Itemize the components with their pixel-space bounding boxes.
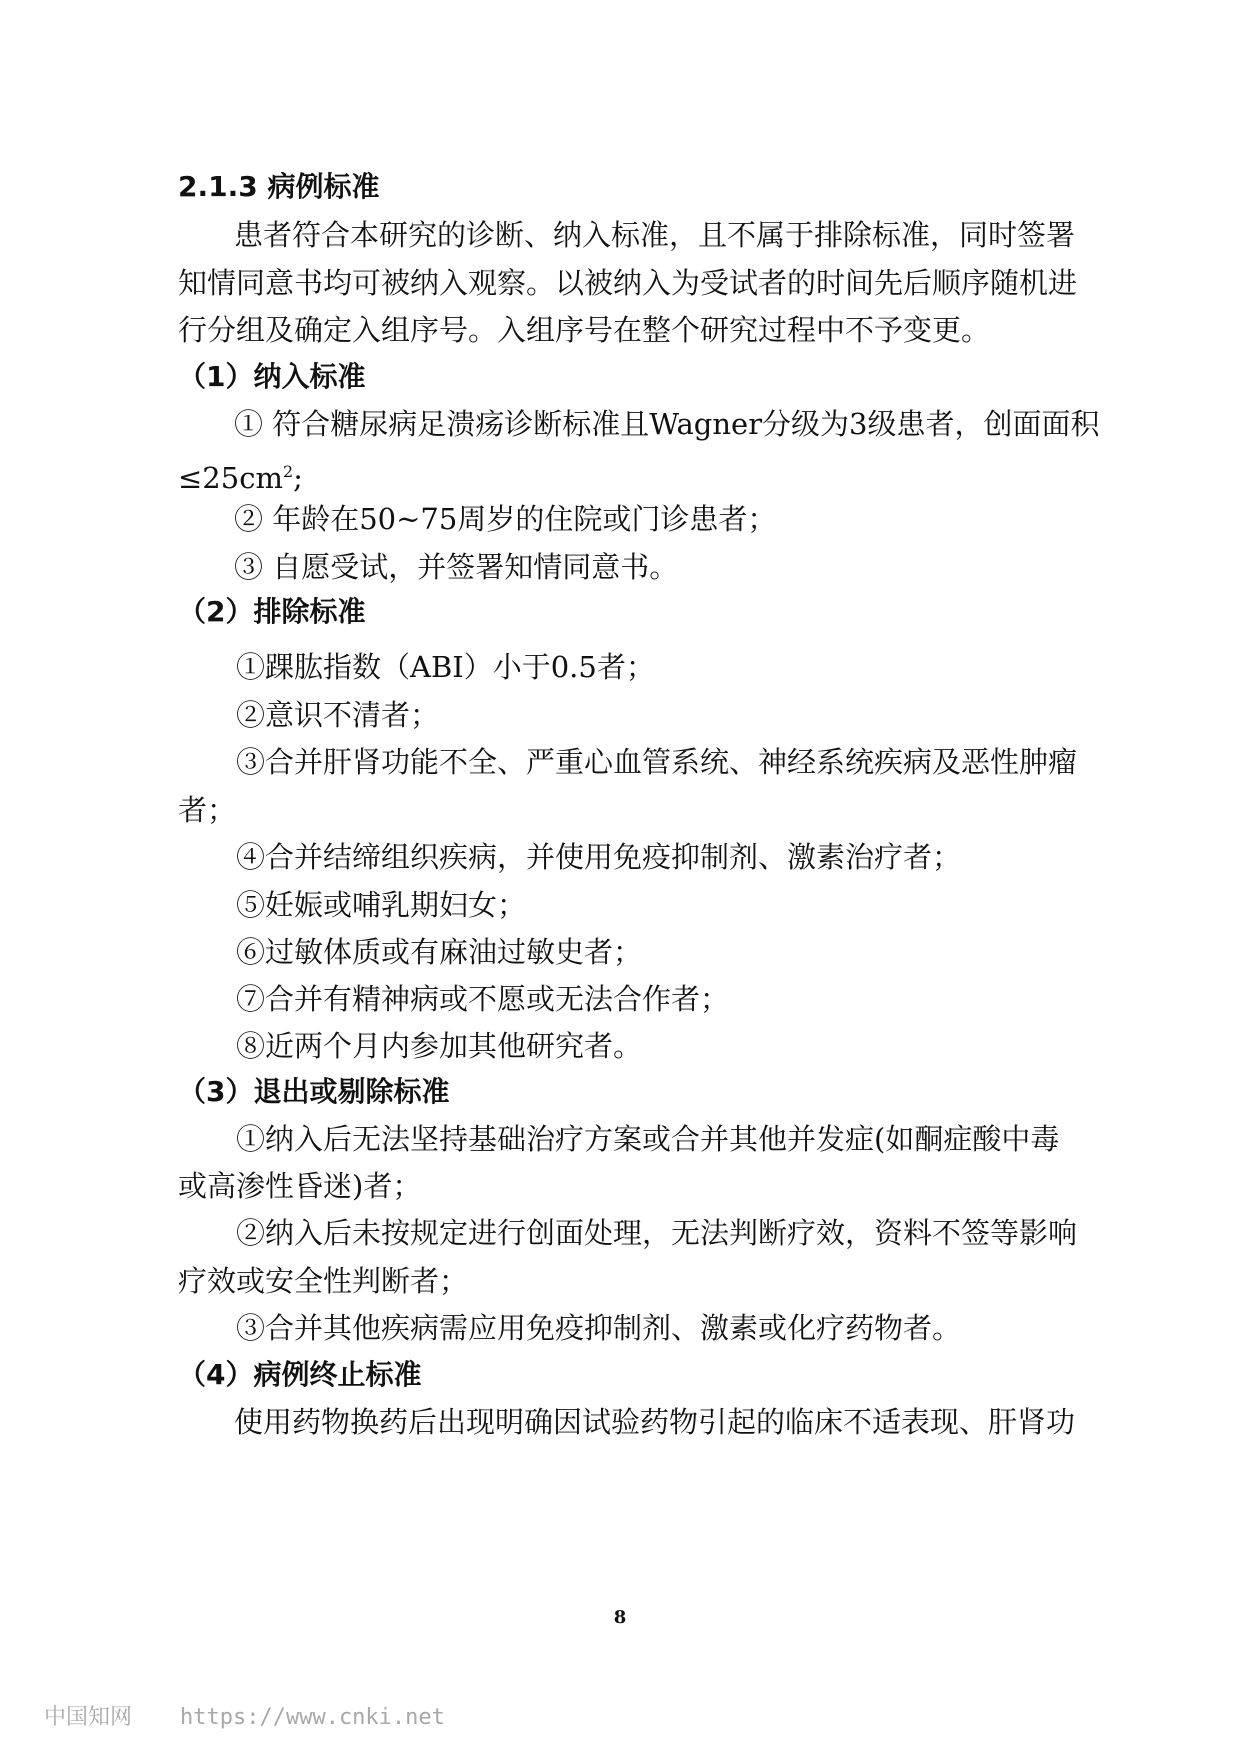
intro-line-3: 行分组及确定入组序号。入组序号在整个研究过程中不予变更。 [178,313,991,347]
exclusion-item-4: ④合并结缔组织疾病，并使用免疫抑制剂、激素治疗者； [236,840,962,874]
inclusion-item-1-line-1: ① 符合糖尿病足溃疡诊断标准且Wagner分级为3级患者，创面面积 [234,407,1100,441]
inclusion-item-3: ③ 自愿受试，并签署知情同意书。 [234,550,679,584]
withdrawal-item-1-line-1: ①纳入后无法坚持基础治疗方案或合并其他并发症(如酮症酸中毒 [236,1122,1060,1156]
exclusion-item-3-line-2: 者； [178,793,237,827]
withdrawal-item-1-line-2: 或高渗性昏迷)者； [178,1169,422,1203]
withdrawal-heading: （3）退出或剔除标准 [178,1075,450,1108]
inclusion-item-2: ② 年龄在50~75周岁的住院或门诊患者； [234,502,777,536]
exclusion-item-3-line-1: ③合并肝肾功能不全、严重心血管系统、神经系统疾病及恶性肿瘤 [236,745,1078,779]
exclusion-item-6: ⑥过敏体质或有麻油过敏史者； [236,935,643,969]
inclusion-heading: （1）纳入标准 [178,360,366,393]
exclusion-item-7: ⑦合并有精神病或不愿或无法合作者； [236,982,730,1016]
exclusion-heading: （2）排除标准 [178,595,366,628]
intro-line-2: 知情同意书均可被纳入观察。以被纳入为受试者的时间先后顺序随机进 [178,266,1078,300]
exclusion-item-8: ⑧近两个月内参加其他研究者。 [236,1029,643,1063]
withdrawal-item-2-line-2: 疗效或安全性判断者； [178,1264,469,1298]
withdrawal-item-2-line-1: ②纳入后未按规定进行创面处理，无法判断疗效，资料不签等影响 [236,1216,1078,1250]
exclusion-item-1: ①踝肱指数（ABI）小于0.5者； [236,650,655,684]
section-heading: 2.1.3 病例标准 [178,170,380,203]
withdrawal-item-3: ③合并其他疾病需应用免疫抑制剂、激素或化疗药物者。 [236,1311,962,1345]
footer-url-link[interactable]: https://www.cnki.net [180,1705,445,1730]
page-number: 8 [613,1607,627,1628]
intro-line-1: 患者符合本研究的诊断、纳入标准，且不属于排除标准，同时签署 [234,218,1076,252]
exclusion-item-2: ②意识不清者； [236,698,440,732]
termination-line-1: 使用药物换药后出现明确因试验药物引起的临床不适表现、肝肾功 [234,1405,1076,1439]
inclusion-item-1-line-2: $\le 25cm^2$; [178,461,303,496]
footer-brand: 中国知网 [44,1705,133,1730]
termination-heading: （4）病例终止标准 [178,1358,422,1391]
exclusion-item-5: ⑤妊娠或哺乳期妇女； [236,888,527,922]
